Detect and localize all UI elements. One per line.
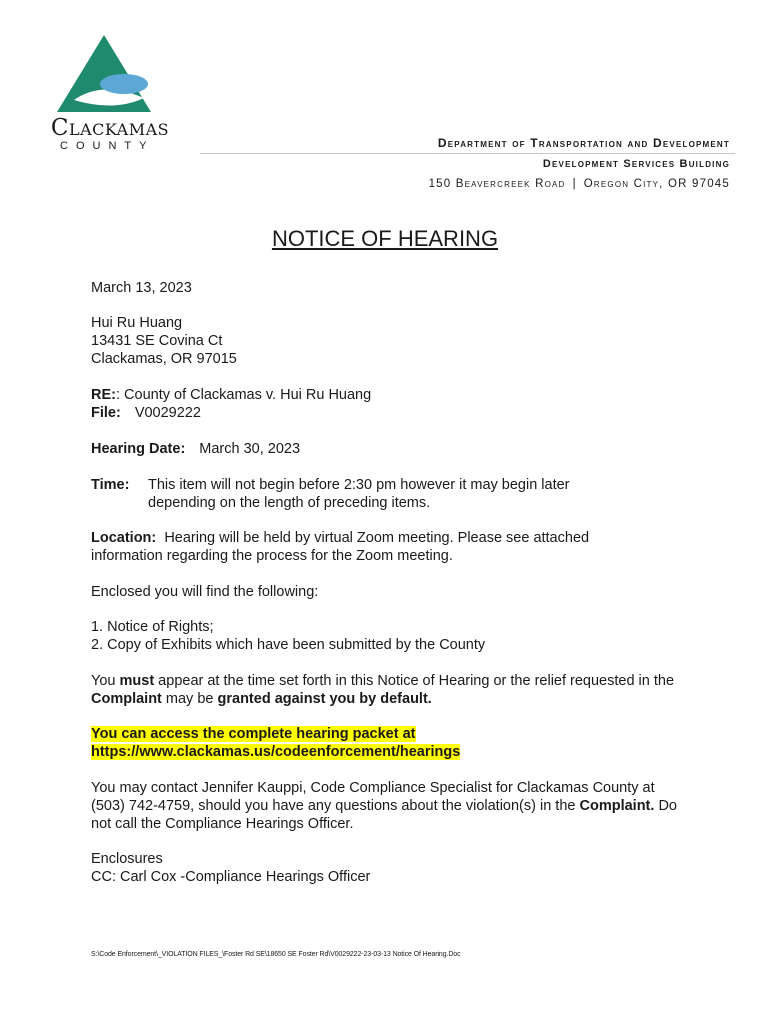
complaint-emphasis: Complaint. [579, 798, 655, 814]
time-label: Time: [91, 477, 130, 493]
re-value: : County of Clackamas v. Hui Ru Huang [115, 387, 372, 403]
address-city: Oregon City, OR 97045 [583, 178, 730, 190]
appear-paragraph: You must appear at the time set forth in this Notice of Hearing or the relief requested in the Complaint may be granted against you by default. [91, 673, 675, 707]
location-value: Hearing will be held by virtual Zoom meeting. Please see attached information regarding the process for the Zoom meeting. [91, 530, 590, 564]
file-label: File: [91, 405, 121, 421]
recipient-name: Hui Ru Huang [91, 315, 183, 331]
location-paragraph [91, 529, 636, 565]
enclosed-list [91, 618, 691, 654]
packet-notice [91, 725, 691, 761]
page-title: NOTICE OF HEARING [271, 226, 499, 251]
logo-mark-icon [54, 32, 154, 117]
recipient-block [91, 314, 691, 368]
hearing-date-value: March 30, 2023 [199, 441, 301, 457]
default-emphasis: granted against you by default. [217, 691, 432, 707]
packet-text: You can access the complete hearing packet at [91, 726, 416, 742]
clackamas-county-logo [16, 32, 201, 157]
logo-ellipse [100, 74, 148, 94]
logo-county: COUNTY [60, 140, 155, 152]
enclosures-label: Enclosures [91, 851, 163, 867]
enclosed-item: 1. Notice of Rights; [91, 619, 214, 635]
letter-date: March 13, 2023 [91, 280, 192, 296]
file-value: V0029222 [134, 405, 201, 421]
packet-link[interactable]: https://www.clackamas.us/codeenforcement/hearings [91, 744, 461, 760]
contact-paragraph: You may contact Jennifer Kauppi, Code Compliance Specialist for Clackamas County at (503) 742-4759, should you have any questions about the violation(s) in the Complaint. Do not call the Compliance Hearings Officer. [91, 780, 677, 832]
enclosures-block [91, 850, 691, 886]
cc-line: CC: Carl Cox -Compliance Hearings Officer [91, 869, 371, 885]
building-name: Development Services Building [542, 158, 730, 170]
address-separator: | [572, 178, 577, 190]
header-divider [200, 153, 735, 154]
re-label: RE: [91, 387, 116, 403]
hearing-date-line [91, 440, 691, 458]
enclosed-item: 2. Copy of Exhibits which have been submitted by the County [91, 637, 486, 653]
logo-name: Clackamas [50, 115, 170, 141]
address-line [429, 178, 730, 190]
location-label: Location: [91, 530, 157, 546]
hearing-date-label: Hearing Date: [91, 441, 186, 457]
complaint-emphasis: Complaint [91, 691, 162, 707]
time-value: This item will not begin before 2:30 pm however it may begin later depending on the length of preceding items. [148, 477, 570, 511]
recipient-street: 13431 SE Covina Ct [91, 333, 223, 349]
department-name: Department of Transportation and Development [437, 136, 730, 150]
must-emphasis: must [119, 673, 155, 689]
footer-file-path: S:\Code Enforcement\_VIOLATION FILES_\Foster Rd SE\18650 SE Foster Rd\V0029222-23-03-13 Notice Of Hearing.Doc [91, 951, 461, 958]
re-line [91, 386, 691, 404]
address-street: 150 Beavercreek Road [428, 178, 566, 190]
enclosed-intro: Enclosed you will find the following: [91, 584, 319, 600]
file-line [91, 404, 691, 422]
recipient-city: Clackamas, OR 97015 [91, 351, 237, 367]
